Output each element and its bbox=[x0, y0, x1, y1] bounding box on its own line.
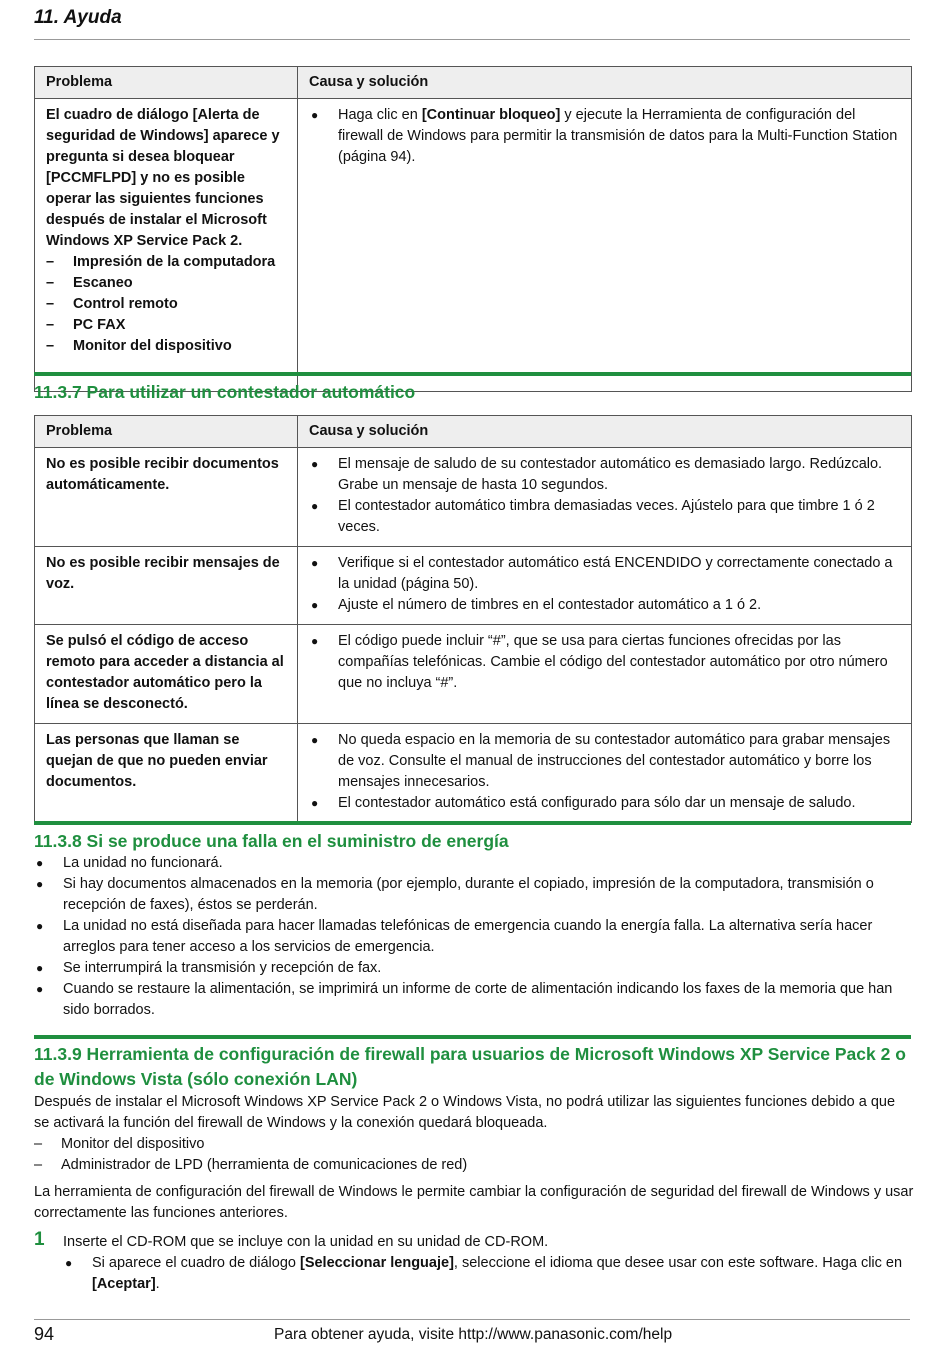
problem-cell: Las personas que llaman se quejan de que no pueden enviar documentos. bbox=[35, 724, 298, 823]
problem-item: – Monitor del dispositivo bbox=[46, 338, 232, 354]
bullet-icon: ● bbox=[65, 1256, 73, 1270]
solution-bullet: ● Ajuste el número de timbres en el contestador automático a 1 ó 2. bbox=[309, 595, 900, 616]
bullet-icon: ● bbox=[36, 982, 44, 996]
bullet-icon: ● bbox=[311, 499, 319, 513]
column-header-solution: Causa y solución bbox=[298, 67, 912, 99]
solution-bullet: ● El código puede incluir “#”, que se usa para ciertas funciones ofrecidas por las compañías telefónicas. Cambie el código del contestador automático por otro número que no incluya “#”. bbox=[309, 631, 900, 694]
body-paragraph: La herramienta de configuración del firewall de Windows le permite cambiar la configuración de seguridad del firewall de Windows y usar correctamente las funciones anteriores. bbox=[34, 1184, 914, 1221]
table-row bbox=[35, 99, 912, 392]
problem-item: – PC FAX bbox=[46, 317, 126, 333]
firewall-problem-table bbox=[34, 66, 912, 392]
header-divider bbox=[34, 39, 910, 40]
solution-bullet: ● El mensaje de saludo de su contestador automático es demasiado largo. Redúzcalo. Grabe un mensaje de hasta 10 segundos. bbox=[309, 454, 900, 496]
problem-cell: No es posible recibir mensajes de voz. bbox=[35, 547, 298, 625]
problem-cell bbox=[35, 99, 298, 392]
bullet-icon: ● bbox=[311, 634, 319, 648]
problem-cell: No es posible recibir documentos automáticamente. bbox=[35, 448, 298, 547]
step-sub-bullet: ● Si aparece el cuadro de diálogo [Seleccionar lenguaje], seleccione el idioma que desee usar con este software. Haga clic en [Aceptar]. bbox=[63, 1253, 913, 1295]
bullet-icon: ● bbox=[36, 919, 44, 933]
section-title-1138: 11.3.8 Si se produce una falla en el suministro de energía bbox=[34, 831, 509, 851]
solution-bullet: ● No queda espacio en la memoria de su contestador automático para grabar mensajes de voz. Consulte el manual de instrucciones del contestador automático y borre los mensajes innecesarios. bbox=[309, 730, 900, 793]
table-row bbox=[35, 625, 912, 724]
table-row bbox=[35, 724, 912, 823]
problem-item: – Escaneo bbox=[46, 275, 133, 291]
list-item: ● La unidad no está diseñada para hacer llamadas telefónicas de emergencia cuando la energía falla. La alternativa sería hacer arreglos para tener acceso a los servicios de emergencia. bbox=[34, 916, 914, 958]
footer-divider bbox=[34, 1319, 910, 1320]
problem-item: – Impresión de la computadora bbox=[46, 254, 276, 270]
power-failure-list bbox=[34, 853, 914, 1021]
step-number: 1 bbox=[34, 1229, 45, 1250]
bullet-icon: ● bbox=[311, 598, 319, 612]
solution-bullet: ● Verifique si el contestador automático está ENCENDIDO y correctamente conectado a la unidad (página 50). bbox=[309, 553, 900, 595]
solution-cell bbox=[298, 99, 912, 392]
step-text: Inserte el CD-ROM que se incluye con la unidad en su unidad de CD-ROM. bbox=[63, 1234, 549, 1250]
list-item: ● Cuando se restaure la alimentación, se imprimirá un informe de corte de alimentación indicando los faxes de la memoria que han sido borrados. bbox=[34, 979, 914, 1021]
intro-paragraph: Después de instalar el Microsoft Windows XP Service Pack 2 o Windows Vista, no podrá utilizar las siguientes funciones debido a que se activará la función del firewall de Windows y la conexión quedará bloqueada. bbox=[34, 1094, 896, 1131]
bullet-icon: ● bbox=[36, 961, 44, 975]
firewall-tool-body bbox=[34, 1092, 914, 1224]
solution-bullet: ● El contestador automático timbra demasiadas veces. Ajústelo para que timbre 1 ó 2 veces. bbox=[309, 496, 900, 538]
section-divider bbox=[34, 821, 911, 825]
solution-bullet: ● El contestador automático está configurado para sólo dar un mensaje de saludo. bbox=[309, 793, 900, 814]
footer-help-text: Para obtener ayuda, visite http://www.panasonic.com/help bbox=[274, 1326, 673, 1343]
solution-bullet: ● Haga clic en [Continuar bloqueo] y ejecute la Herramienta de configuración del firewall de Windows para permitir la transmisión de datos para la Multi-Function Station (página 94). bbox=[309, 105, 900, 168]
section-divider bbox=[34, 372, 911, 376]
table-row bbox=[35, 448, 912, 547]
bullet-icon: ● bbox=[311, 556, 319, 570]
solution-cell bbox=[298, 625, 912, 724]
problem-item: – Control remoto bbox=[46, 296, 178, 312]
continuar-bloqueo-button-ref: [Continuar bloqueo] bbox=[421, 107, 561, 123]
column-header-solution: Causa y solución bbox=[298, 416, 912, 448]
answering-machine-table bbox=[34, 415, 912, 823]
section-title-1139: 11.3.9 Herramienta de configuración de firewall para usuarios de Microsoft Windows XP Service Pack 2 o de Windows Vista (sólo conexión LAN) bbox=[34, 1044, 906, 1089]
solution-cell bbox=[298, 448, 912, 547]
list-item: – Monitor del dispositivo bbox=[34, 1136, 205, 1152]
problem-text: El cuadro de diálogo [Alerta de seguridad de Windows] aparece y pregunta si desea bloquear [PCCMFLPD] y no es posible operar las siguientes funciones después de instalar el Microsoft Windows XP Service Pack 2. bbox=[46, 107, 280, 249]
step-1 bbox=[63, 1232, 913, 1295]
bullet-icon: ● bbox=[311, 457, 319, 471]
solution-cell bbox=[298, 547, 912, 625]
bullet-icon: ● bbox=[36, 877, 44, 891]
aceptar-ref: [Aceptar] bbox=[92, 1276, 156, 1292]
section-divider bbox=[34, 1035, 911, 1039]
table-row bbox=[35, 547, 912, 625]
chapter-heading: 11. Ayuda bbox=[34, 7, 122, 28]
bullet-icon: ● bbox=[36, 856, 44, 870]
bullet-icon: ● bbox=[311, 733, 319, 747]
solution-cell bbox=[298, 724, 912, 823]
bullet-icon: ● bbox=[311, 796, 319, 810]
page-number: 94 bbox=[34, 1324, 55, 1344]
list-item: ● La unidad no funcionará. bbox=[34, 853, 914, 874]
column-header-problem: Problema bbox=[35, 67, 298, 99]
problem-cell: Se pulsó el código de acceso remoto para acceder a distancia al contestador automático pero la línea se desconectó. bbox=[35, 625, 298, 724]
section-title-1137: 11.3.7 Para utilizar un contestador automático bbox=[34, 382, 416, 402]
list-item: ● Se interrumpirá la transmisión y recepción de fax. bbox=[34, 958, 914, 979]
bullet-icon: ● bbox=[311, 108, 319, 122]
list-item: ● Si hay documentos almacenados en la memoria (por ejemplo, durante el copiado, impresión de la computadora, transmisión o recepción de faxes), éstos se perderán. bbox=[34, 874, 914, 916]
list-item: – Administrador de LPD (herramienta de comunicaciones de red) bbox=[34, 1157, 468, 1173]
column-header-problem: Problema bbox=[35, 416, 298, 448]
seleccionar-lenguaje-ref: [Seleccionar lenguaje] bbox=[299, 1255, 454, 1271]
